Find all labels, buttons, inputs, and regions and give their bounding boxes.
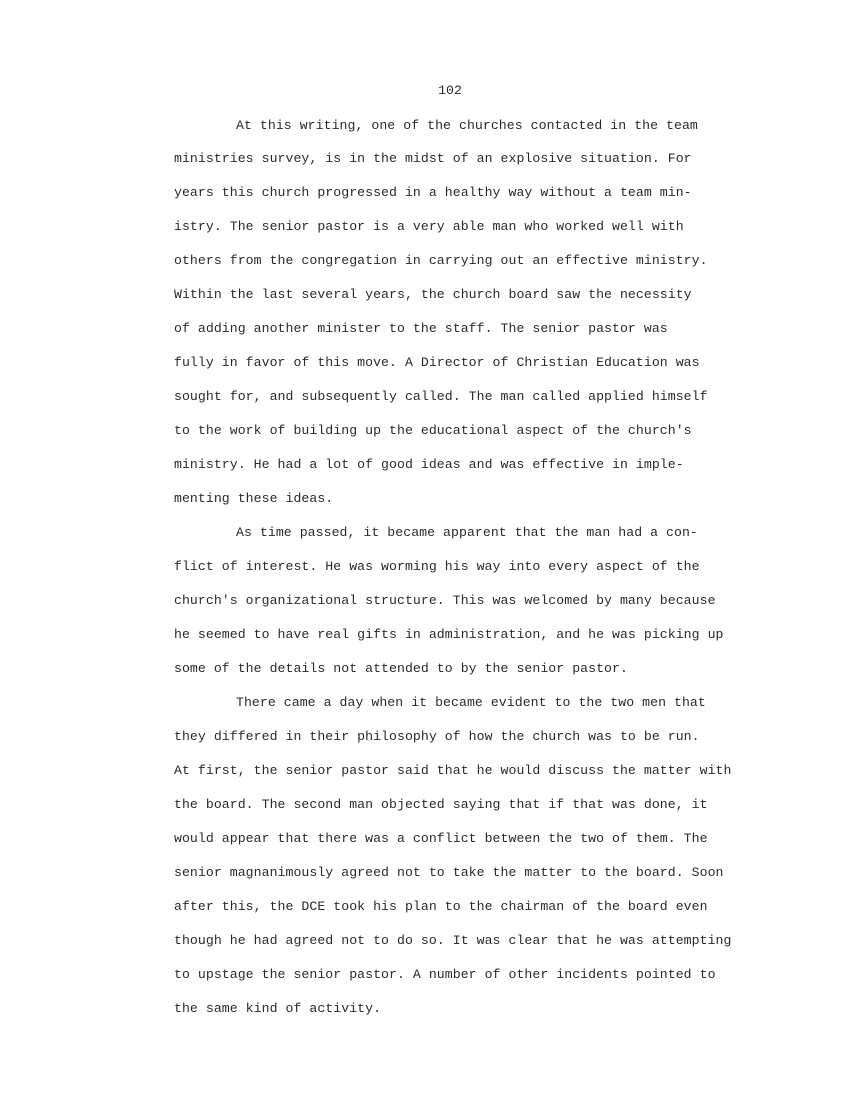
paragraph-2-line-4: he seemed to have real gifts in administration, and he was picking up <box>174 627 724 642</box>
paragraph-3-line-7: after this, the DCE took his plan to the chairman of the board even <box>174 899 708 914</box>
paragraph-3-line-4: the board. The second man objected saying that if that was done, it <box>174 797 708 812</box>
paragraph-3-line-1: There came a day when it became evident to the two men that <box>236 695 706 710</box>
paragraph-2-line-2: flict of interest. He was worming his way into every aspect of the <box>174 559 700 574</box>
paragraph-1-line-4: istry. The senior pastor is a very able man who worked well with <box>174 219 684 234</box>
paragraph-1-line-8: fully in favor of this move. A Director of Christian Education was <box>174 355 700 370</box>
paragraph-1-line-12: menting these ideas. <box>174 491 334 506</box>
page-number: 102 <box>438 83 462 98</box>
paragraph-1-line-3: years this church progressed in a healthy way without a team min- <box>174 185 692 200</box>
paragraph-1-line-10: to the work of building up the educational aspect of the church's <box>174 423 692 438</box>
paragraph-1-line-2: ministries survey, is in the midst of an explosive situation. For <box>174 151 692 166</box>
paragraph-3-line-6: senior magnanimously agreed not to take the matter to the board. Soon <box>174 865 724 880</box>
paragraph-1-line-11: ministry. He had a lot of good ideas and was effective in imple- <box>174 457 684 472</box>
paragraph-3-line-9: to upstage the senior pastor. A number of other incidents pointed to <box>174 967 716 982</box>
paragraph-3-line-8: though he had agreed not to do so. It was clear that he was attempting <box>174 933 732 948</box>
paragraph-3-line-2: they differed in their philosophy of how the church was to be run. <box>174 729 700 744</box>
paragraph-1-line-5: others from the congregation in carrying out an effective ministry. <box>174 253 708 268</box>
paragraph-1-line-6: Within the last several years, the church board saw the necessity <box>174 287 692 302</box>
paragraph-2-line-3: church's organizational structure. This was welcomed by many because <box>174 593 716 608</box>
paragraph-3-line-10: the same kind of activity. <box>174 1001 382 1016</box>
paragraph-3-line-3: At first, the senior pastor said that he would discuss the matter with <box>174 763 732 778</box>
paragraph-2-line-5: some of the details not attended to by the senior pastor. <box>174 661 628 676</box>
paragraph-3-line-5: would appear that there was a conflict between the two of them. The <box>174 831 708 846</box>
paragraph-1-line-7: of adding another minister to the staff. The senior pastor was <box>174 321 668 336</box>
paragraph-1-line-9: sought for, and subsequently called. The man called applied himself <box>174 389 708 404</box>
paragraph-1-line-1: At this writing, one of the churches contacted in the team <box>236 118 698 133</box>
paragraph-2-line-1: As time passed, it became apparent that the man had a con- <box>236 525 698 540</box>
